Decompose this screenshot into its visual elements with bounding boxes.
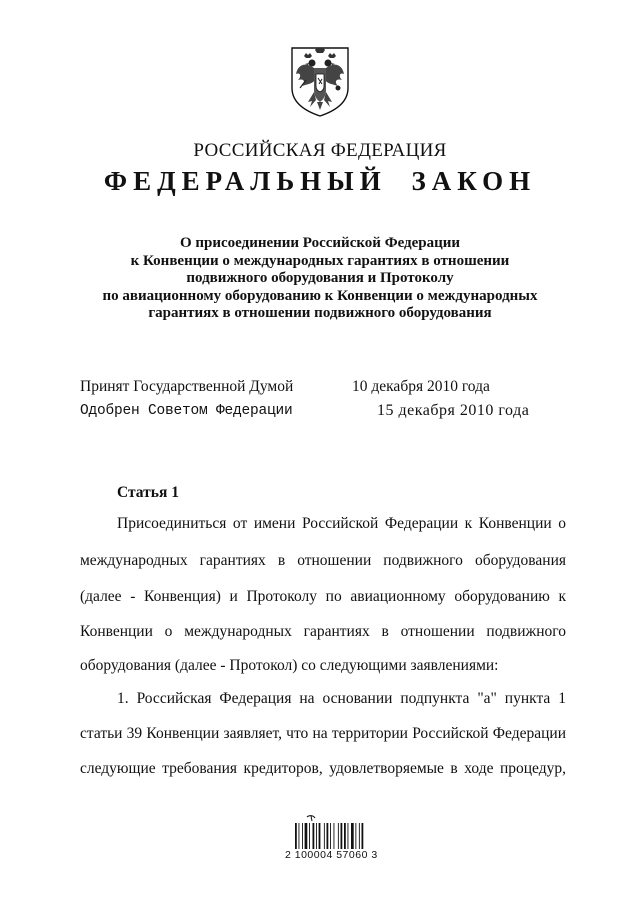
law-title-line: подвижного оборудования и Протоколу (186, 270, 454, 287)
approved-date: 15 декабря 2010 года (377, 402, 530, 419)
article-text-line: Присоединиться от имени Российской Федерации к Конвенции о (117, 515, 566, 532)
coat-of-arms-emblem (288, 44, 352, 118)
adopted-by-duma-label: Принят Государственной Думой (80, 378, 294, 395)
approved-by-council-label: Одобрен Советом Федерации (80, 403, 293, 419)
article-text-line: международных гарантиях в отношении подвижного оборудования (80, 552, 566, 569)
law-title-line: к Конвенции о международных гарантиях в отношении (130, 252, 510, 269)
article-text-line: следующие требования кредиторов, удовлетворяемые в ходе процедур, (80, 760, 566, 777)
law-title-line: по авиационному оборудованию к Конвенции о международных (102, 287, 538, 304)
article-text-line: статьи 39 Конвенции заявляет, что на территории Российской Федерации (80, 725, 566, 742)
country-heading: РОССИЙСКАЯ ФЕДЕРАЦИЯ (193, 140, 447, 161)
article-text-line: 1. Российская Федерация на основании подпункта "а" пункта 1 (117, 690, 566, 707)
adopted-date: 10 декабря 2010 года (352, 378, 490, 395)
article-text-line: (далее - Конвенция) и Протоколу по авиационному оборудованию к (80, 588, 566, 605)
article-heading: Статья 1 (117, 484, 179, 501)
law-title-line: гарантиях в отношении подвижного оборудования (148, 305, 492, 322)
article-text-line: оборудования (далее - Протокол) со следующими заявлениями: (80, 657, 499, 674)
document-type-heading: ФЕДЕРАЛЬНЫЙ ЗАКОН (103, 166, 537, 196)
law-title-line: О присоединении Российской Федерации (179, 235, 461, 251)
barcode-number: 2 100004 57060 3 (285, 849, 378, 861)
law-title (60, 235, 580, 323)
article-text-line: Конвенции о международных гарантиях в отношении подвижного (80, 623, 566, 640)
